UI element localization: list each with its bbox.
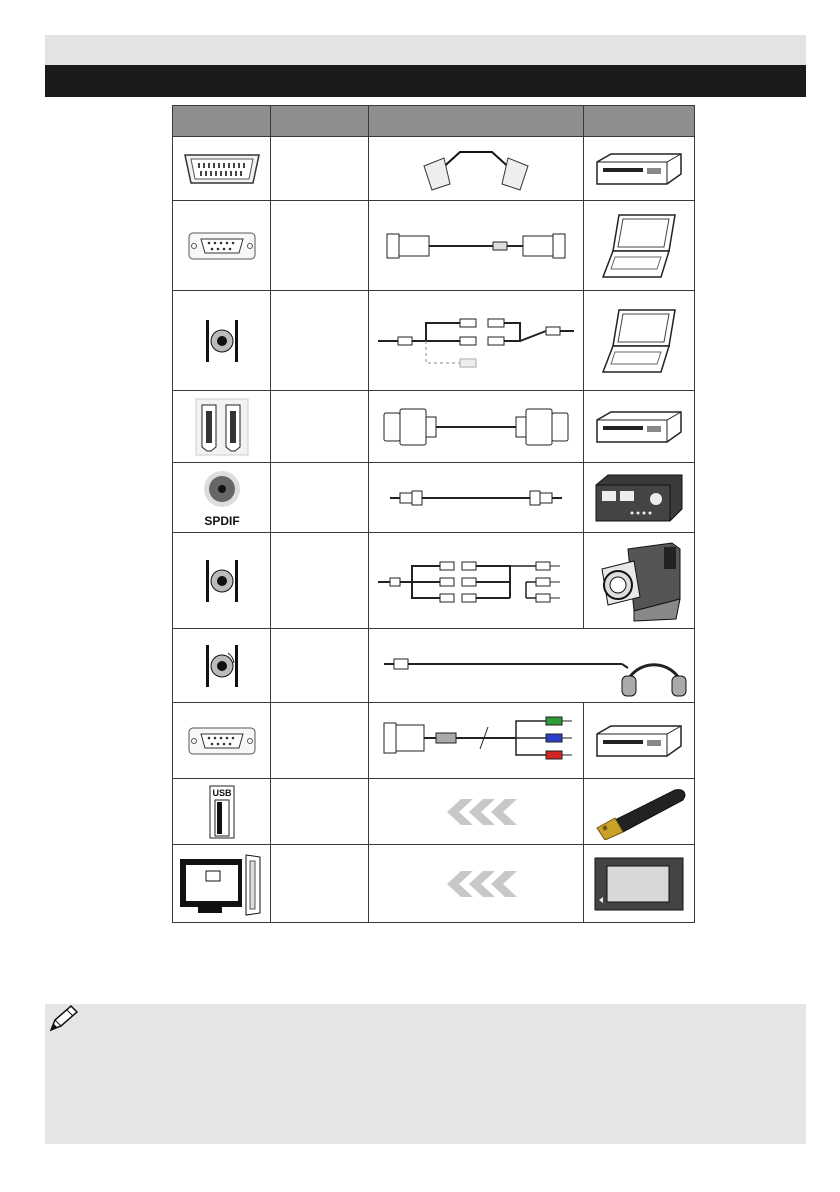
connector-cell [173, 629, 271, 703]
connector-cell [173, 533, 271, 629]
connector-cell [173, 201, 271, 291]
scart-socket-icon [181, 149, 263, 189]
vga-cable-icon [381, 226, 571, 266]
cable-cell [369, 201, 584, 291]
connector-cell [173, 291, 271, 391]
cable-cell [369, 845, 584, 923]
camcorder-icon [594, 539, 684, 623]
connector-cell [173, 779, 271, 845]
cable-cell [369, 137, 584, 201]
type-cell [271, 703, 369, 779]
audio-rca-cable-icon [376, 311, 576, 371]
type-cell [271, 201, 369, 291]
table-row [173, 629, 695, 703]
ci-slot-icon [176, 851, 268, 917]
note-box [45, 1004, 806, 1144]
usb-label: USB [211, 787, 232, 798]
table-row [173, 137, 695, 201]
usb-socket-icon [202, 784, 242, 840]
coaxial-cable-icon [386, 486, 566, 510]
scart-cable-icon [416, 144, 536, 194]
type-cell [271, 629, 369, 703]
vga-socket-icon [187, 724, 257, 758]
cable-cell [369, 391, 584, 463]
audio-amplifier-icon [592, 473, 686, 523]
laptop-icon [599, 306, 679, 376]
type-cell [271, 137, 369, 201]
connector-cell [173, 391, 271, 463]
headphone-cable-icon [382, 634, 692, 698]
cam-module-icon [591, 854, 687, 914]
cable-cell [369, 291, 584, 391]
device-cell [584, 391, 695, 463]
table-header-row [173, 106, 695, 137]
header-cables [369, 106, 584, 137]
dvd-recorder-icon [593, 410, 685, 444]
spdif-socket-icon [187, 467, 257, 529]
headphone-jack-icon [202, 641, 242, 691]
header-connector [173, 106, 271, 137]
header-device [584, 106, 695, 137]
device-cell [584, 291, 695, 391]
cable-cell [369, 629, 695, 703]
table-row [173, 779, 695, 845]
type-cell [271, 463, 369, 533]
connections-table [172, 105, 695, 923]
av-jack-socket-icon [202, 556, 242, 606]
connector-cell [173, 137, 271, 201]
header-type [271, 106, 369, 137]
hdmi-cable-icon [378, 405, 574, 449]
device-cell [584, 137, 695, 201]
type-cell [271, 391, 369, 463]
table-row [173, 201, 695, 291]
audio-jack-socket-icon [202, 316, 242, 366]
vga-socket-icon [187, 229, 257, 263]
table-row [173, 391, 695, 463]
ypbpr-cable-icon [376, 713, 576, 769]
table-row [173, 463, 695, 533]
connector-cell [173, 703, 271, 779]
insert-arrows-icon [433, 869, 519, 899]
laptop-icon [599, 211, 679, 281]
connector-cell [173, 463, 271, 533]
dvd-recorder-icon [593, 724, 685, 758]
device-cell [584, 533, 695, 629]
hdmi-socket-icon [192, 397, 252, 457]
device-cell [584, 845, 695, 923]
spdif-label: SPDIF [203, 513, 240, 528]
type-cell [271, 533, 369, 629]
device-cell [584, 201, 695, 291]
device-cell [584, 779, 695, 845]
connector-cell [173, 845, 271, 923]
insert-arrows-icon [433, 797, 519, 827]
cable-cell [369, 463, 584, 533]
table-row [173, 845, 695, 923]
table-row [173, 533, 695, 629]
usb-stick-icon [589, 784, 689, 840]
av-composite-cable-icon [376, 556, 576, 606]
type-cell [271, 779, 369, 845]
pencil-note-icon [47, 1004, 81, 1034]
device-cell [584, 463, 695, 533]
cable-cell [369, 779, 584, 845]
cable-cell [369, 533, 584, 629]
table-row [173, 703, 695, 779]
cable-cell [369, 703, 584, 779]
dvd-recorder-icon [593, 152, 685, 186]
section-header-bar [45, 35, 806, 65]
table-row [173, 291, 695, 391]
device-cell [584, 703, 695, 779]
type-cell [271, 845, 369, 923]
page-title-bar [45, 65, 806, 97]
type-cell [271, 291, 369, 391]
